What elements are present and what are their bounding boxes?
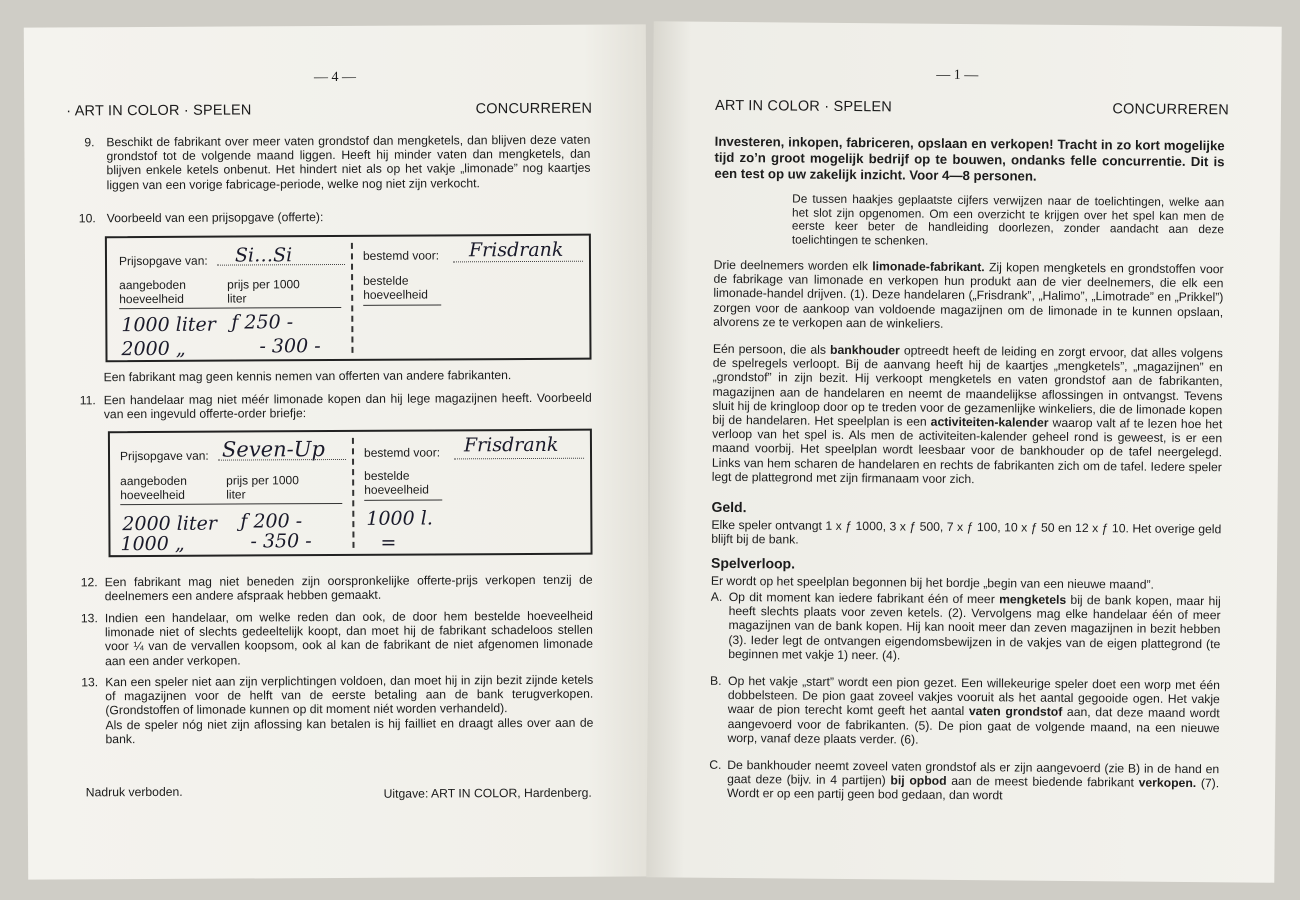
offered-quantity-header: aangeboden hoeveelheid bbox=[119, 277, 186, 306]
text-span: Drie deelnemers worden elk bbox=[713, 257, 873, 274]
note-offers: Een fabrikant mag geen kennis nemen van offerten van andere fabrikanten. bbox=[103, 368, 512, 385]
page-number: — 4 — bbox=[314, 69, 357, 86]
text-span: optreedt heeft de leiding en zorgt ervoor, dat alles volgens de spelregels verloopt. Bij de aanvang heeft hij de kaartjes „mengketels”, „magazijnen” en „grondstof” in zijn bezit. Hij verkoopt mengketels en vaten grondstof aan de fabrikanten, magazijnen aan de handelaren en neemt de maandelijkse aflossingen in ontvangst. Tevens sluit hij de kringloop door op te treden voor de gezamenlijke winkeliers, die de limonade kopen bij de handelaren. Het speelplan is een bbox=[712, 343, 1223, 429]
footer-copyright: Nadruk verboden. bbox=[85, 784, 183, 800]
header-rule bbox=[364, 499, 442, 500]
row2-price: - 350 - bbox=[250, 530, 312, 553]
rule-number: 13. bbox=[80, 611, 98, 626]
price-per-1000-header: prijs per 1000 liter bbox=[227, 277, 300, 306]
destined-for-handwritten: Frisdrank bbox=[468, 238, 564, 262]
text-span: aan de meest biedende fabrikant bbox=[946, 774, 1139, 790]
bold-term: bij opbod bbox=[890, 773, 947, 789]
row1-price: ƒ 200 - bbox=[240, 510, 303, 533]
step-text bbox=[728, 590, 1221, 665]
brand-header: · ART IN COLOR · SPELEN bbox=[66, 102, 252, 120]
step-text bbox=[727, 674, 1220, 749]
offer-from-label: Prijsopgave van: bbox=[119, 448, 209, 464]
row1-quantity: 1000 liter bbox=[121, 313, 216, 337]
intro-text: Investeren, inkopen, fabriceren, opslaan en verkopen! Tracht in zo kort mogelijke tijd zo’n groot mogelijk bedrijf op te bouwen, ondanks felle concurrentie. Dit is een test op uw zakelijk inzicht. Voor 4—8 personen. bbox=[714, 133, 1225, 184]
rule-number: 13. bbox=[81, 675, 99, 690]
rule-text: Een handelaar mag niet méér limonade kopen dan hij lege magazijnen heeft. Voorbeeld van een ingevuld offerte-order briefje: bbox=[103, 390, 592, 422]
rule-number: 9. bbox=[84, 135, 95, 150]
rule-text-continued: Als de speler nóg niet zijn aflossing kan betalen is hij failliet en draagt alles over aan de bank. bbox=[105, 715, 594, 747]
paragraph-gameplay: Er wordt op het speelplan begonnen bij het bordje „begin van een nieuwe maand”. bbox=[710, 573, 1155, 592]
rule-10 bbox=[79, 209, 591, 226]
ordered-quantity-header: bestelde hoeveelheid bbox=[363, 273, 428, 302]
rule-text: Voorbeeld van een prijsopgave (offerte): bbox=[106, 210, 324, 226]
text-span: Op het vakje „start” wordt een pion gezet. Een willekeurige speler doet een worp met één dobbelsteen. De pion gaat zoveel vakjes vooruit als het aantal gegooide ogen. Het vakje waar de pion terecht komt geeft het aantal bbox=[727, 673, 1221, 719]
step-b bbox=[709, 674, 1220, 749]
footer-publisher: Uitgave: ART IN COLOR, Hardenberg. bbox=[383, 785, 592, 801]
header-rule bbox=[119, 307, 341, 309]
rule-text: Kan een speler niet aan zijn verplichtingen voldoen, dan moet hij in zijn bezit zijnde ketels of magazijnen voor de helft van de eerste betaling aan de bank terugverkopen. (Grondstoffen of limonade kunnen op dit moment niét worden verhandeld). bbox=[105, 672, 594, 718]
paragraph-manufacturers bbox=[713, 258, 1224, 333]
offer-form-example-2 bbox=[108, 429, 593, 558]
rule-12 bbox=[81, 573, 593, 604]
offer-form-example-1 bbox=[105, 234, 592, 363]
text-span: bij de bank kopen, maar hij heeft slechts plaats voor zeven ketels. (2). Vervolgens mag elke handelaar één of meer magazijnen van de bank kopen. Hij kan nooit meer dan zeven magazijnen in bezit hebben (3). Ieder legt de ontvangen eigendomsbewijzen in de vakjes van de eigen plattegrond (te beginnen met vakje 1) neer. (4). bbox=[728, 592, 1221, 663]
paragraph-money: Elke speler ontvangt 1 x ƒ 1000, 3 x ƒ 500, 7 x ƒ 100, 10 x ƒ 50 en 12 x ƒ 10. Het overige geld blijft bij de bank. bbox=[711, 517, 1222, 547]
rule-11 bbox=[80, 391, 592, 422]
text-span: (7). Wordt er op een partij geen bod gedaan, dan wordt bbox=[726, 776, 1220, 803]
rule-13a bbox=[81, 609, 593, 668]
rule-text: Beschikt de fabrikant over meer vaten grondstof dan mengketels, dan blijven deze vaten grondstof tot de volgende maand liggen. Heeft hij minder vaten dan mengketels, dan blijven enkele ketels onbenut. Het hindert niet als op het vakje „limonade” nog kaartjes liggen van een vorige fabricage-periode, welke nog niet zijn verkocht. bbox=[106, 132, 591, 192]
price-per-1000-header: prijs per 1000 liter bbox=[226, 473, 299, 502]
paragraph-banker bbox=[712, 342, 1223, 488]
row1-quantity: 2000 liter bbox=[122, 512, 217, 536]
footnote-explanation: De tussen haakjes geplaatste cijfers verwijzen naar de toelichtingen, welke aan het slot zijn opgenomen. Om een overzicht te krijgen over het spel kan men de eerste keer beter de handleiding doorlezen, zonder aandacht aan deze toelichtingen te schenken. bbox=[791, 191, 1225, 248]
row2-ordered: = bbox=[380, 531, 397, 554]
step-text bbox=[727, 758, 1219, 805]
rule-9 bbox=[84, 133, 590, 192]
offered-quantity-header: aangeboden hoeveelheid bbox=[120, 473, 187, 502]
bold-term: vaten grondstof bbox=[968, 704, 1063, 720]
step-letter: C. bbox=[709, 757, 722, 772]
section-heading-geld: Geld. bbox=[711, 498, 747, 516]
bold-term: bankhouder bbox=[829, 342, 900, 358]
text-span: Zij kopen mengketels en grondstoffen voor de fabrikage van limonade en verkopen hun produkt aan de vier deelnemers, die elk een limonade-handel drijven. (1). Deze handelaren („Frisdrank”, „Halimo”, „Limotrade” en „Prikkel”) zorgen voor de aankoop van voldoende magazijnen om de limonade in te kunnen opslaan, alvorens ze te verkopen aan de winkeliers. bbox=[713, 260, 1224, 331]
dotted-line bbox=[454, 458, 584, 460]
step-letter: B. bbox=[709, 673, 722, 688]
rule-number: 11. bbox=[79, 393, 96, 408]
bold-term: activiteiten-kalender bbox=[930, 414, 1049, 430]
rule-text: Indien een handelaar, om welke reden dan ook, de door hem bestelde hoeveelheid limonade niet of slechts gedeeltelijk koopt, dan moet hij de fabrikant schadeloos stellen voor ¼ van de vervallen koopsom, ook al kan de fabrikant de niet afgenomen limonade aan een ander verkopen. bbox=[104, 608, 594, 668]
row1-ordered: 1000 l. bbox=[366, 507, 433, 530]
text-span: aan, dat deze maand wordt aangevoerd voor de fabrikanten. (5). De pion gaat de volgende maand, na een nieuwe worp, vanaf deze plaats verder. (6). bbox=[727, 705, 1220, 747]
step-a bbox=[710, 590, 1221, 665]
row2-quantity: 2000 „ bbox=[121, 337, 186, 361]
row2-price: - 300 - bbox=[259, 335, 321, 358]
bold-term: limonade-fabrikant. bbox=[872, 259, 985, 275]
text-span: Eén persoon, die als bbox=[712, 341, 831, 357]
text-span: waarop valt af te lezen hoe het verloop van het spel is. Als men de activiteiten-kalender geheel rond is geweest, is er een maand voorbij. Het speelplan wordt leesbaar voor de bankhouder op de tafel neergelegd. Links van hem scharen de handelaren en rechts de fabrikanten zich om de tafel. Iedere speler legt de plattegrond met zijn firmanaam voor zich. bbox=[711, 415, 1223, 486]
header-rule bbox=[120, 503, 342, 505]
section-heading-spelverloop: Spelverloop. bbox=[710, 554, 796, 572]
game-title: CONCURREREN bbox=[1112, 101, 1230, 119]
header-rule bbox=[363, 304, 441, 305]
destined-for-label: bestemd voor: bbox=[363, 445, 441, 460]
left-page bbox=[24, 24, 650, 879]
bold-term: verkopen. bbox=[1138, 775, 1197, 791]
form-divider bbox=[352, 438, 355, 548]
rule-number: 10. bbox=[78, 211, 96, 226]
right-page bbox=[646, 21, 1281, 882]
step-letter: A. bbox=[710, 589, 723, 604]
page-number: — 1 — bbox=[936, 67, 979, 84]
form-divider bbox=[351, 243, 354, 353]
text-span: De bankhouder neemt zoveel vaten grondstof als er zijn aangevoerd (zie B) in de hand en gaat deze (bijv. in 4 partijen) bbox=[727, 757, 1220, 788]
rule-number: 12. bbox=[80, 575, 98, 590]
rule-text: Een fabrikant mag niet beneden zijn oorspronkelijke offerte-prijs verkopen tenzij de deelnemers een andere afspraak hebben gemaakt. bbox=[104, 572, 593, 604]
destined-for-label: bestemd voor: bbox=[362, 248, 440, 263]
brand-header: ART IN COLOR · SPELEN bbox=[714, 97, 892, 116]
step-c bbox=[709, 758, 1219, 805]
offer-from-handwritten: Seven-Up bbox=[221, 437, 325, 462]
bold-term: mengketels bbox=[999, 592, 1067, 607]
row2-quantity: 1000 „ bbox=[120, 532, 185, 556]
offer-from-handwritten: Si…Si bbox=[234, 244, 293, 267]
row1-price: ƒ 250 - bbox=[231, 311, 294, 334]
text-span: Op dit moment kan iedere fabrikant één of meer bbox=[728, 589, 1000, 607]
offer-from-label: Prijsopgave van: bbox=[118, 253, 208, 269]
destined-for-handwritten: Frisdrank bbox=[463, 433, 559, 457]
ordered-quantity-header: bestelde hoeveelheid bbox=[364, 468, 429, 497]
rule-13b bbox=[81, 673, 593, 747]
game-title: CONCURREREN bbox=[475, 100, 593, 118]
